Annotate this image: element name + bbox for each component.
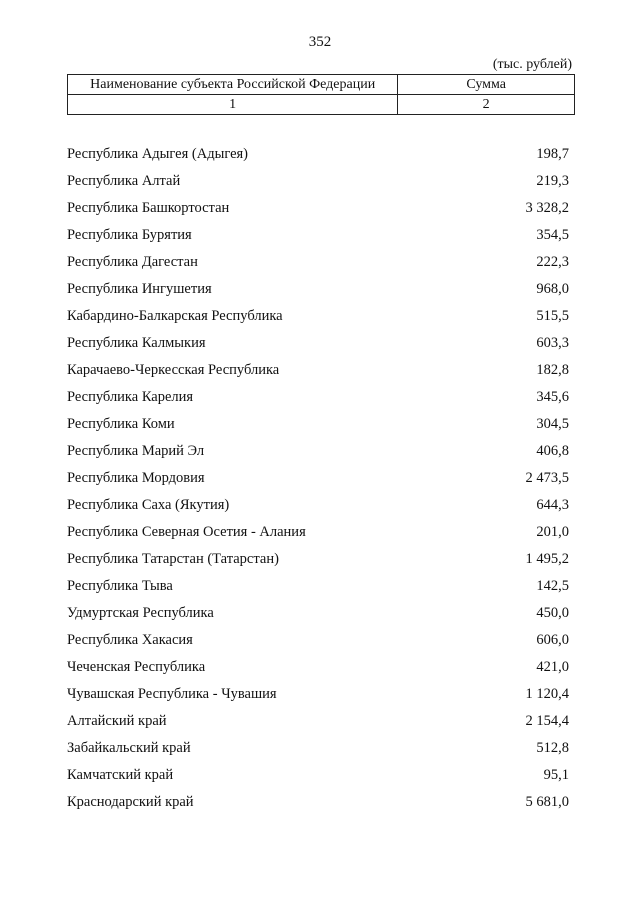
table-row — [67, 575, 569, 602]
header-number-row — [68, 95, 575, 115]
subject-sum: 142,5 — [536, 578, 569, 594]
subject-name: Республика Саха (Якутия) — [67, 497, 230, 513]
subject-sum: 2 154,4 — [525, 713, 569, 729]
table-row — [67, 440, 569, 467]
column-number-name: 1 — [68, 95, 398, 115]
subject-name: Республика Бурятия — [67, 227, 192, 243]
subject-sum: 95,1 — [543, 767, 569, 783]
subject-sum: 515,5 — [536, 308, 569, 324]
subject-sum: 198,7 — [536, 146, 569, 162]
subject-name: Республика Коми — [67, 416, 175, 432]
subject-name: Чувашская Республика - Чувашия — [67, 686, 277, 702]
subject-name: Алтайский край — [67, 713, 167, 729]
column-number-sum: 2 — [398, 95, 575, 115]
subject-sum: 345,6 — [536, 389, 569, 405]
table-row — [67, 467, 569, 494]
subject-name: Республика Карелия — [67, 389, 194, 405]
subject-sum: 304,5 — [536, 416, 569, 432]
subject-sum: 5 681,0 — [525, 794, 569, 810]
subject-name: Забайкальский край — [67, 740, 191, 756]
subject-sum: 421,0 — [536, 659, 569, 675]
table-row — [67, 278, 569, 305]
table-row — [67, 764, 569, 791]
subject-sum: 603,3 — [536, 335, 569, 351]
subject-name: Республика Адыгея (Адыгея) — [67, 146, 249, 162]
table-row — [67, 251, 569, 278]
subject-sum: 406,8 — [536, 443, 569, 459]
subject-sum: 354,5 — [536, 227, 569, 243]
subject-sum: 606,0 — [536, 632, 569, 648]
table-row — [67, 143, 569, 170]
subject-sum: 450,0 — [536, 605, 569, 621]
subject-sum: 219,3 — [536, 173, 569, 189]
subject-sum: 968,0 — [536, 281, 569, 297]
table-row — [67, 737, 569, 764]
subject-name: Карачаево-Черкесская Республика — [67, 362, 280, 378]
table-row — [67, 494, 569, 521]
column-header-sum: Сумма — [398, 75, 575, 95]
subject-sum: 1 120,4 — [525, 686, 569, 702]
table-row — [67, 521, 569, 548]
subject-name: Республика Калмыкия — [67, 335, 206, 351]
units-label: (тыс. рублей) — [492, 57, 572, 72]
subject-sum: 222,3 — [536, 254, 569, 270]
table-row — [67, 359, 569, 386]
table-row — [67, 332, 569, 359]
subject-name: Республика Хакасия — [67, 632, 193, 648]
subject-name: Республика Марий Эл — [67, 443, 205, 459]
table-row — [67, 386, 569, 413]
table-body — [67, 143, 569, 818]
page-number: 352 — [308, 34, 332, 50]
table-row — [67, 656, 569, 683]
table-row — [67, 305, 569, 332]
table-row — [67, 197, 569, 224]
table-row — [67, 791, 569, 818]
table-row — [67, 224, 569, 251]
subject-sum: 2 473,5 — [525, 470, 569, 486]
subject-name: Республика Башкортостан — [67, 200, 230, 216]
table-row — [67, 629, 569, 656]
subject-name: Удмуртская Республика — [67, 605, 214, 621]
subject-name: Кабардино-Балкарская Республика — [67, 308, 283, 324]
subject-name: Республика Дагестан — [67, 254, 198, 270]
subject-sum: 182,8 — [536, 362, 569, 378]
subject-name: Чеченская Республика — [67, 659, 206, 675]
subject-name: Республика Ингушетия — [67, 281, 212, 297]
subject-sum: 512,8 — [536, 740, 569, 756]
subject-name: Краснодарский край — [67, 794, 194, 810]
table-row — [67, 413, 569, 440]
subject-name: Республика Татарстан (Татарстан) — [67, 551, 279, 567]
subject-sum: 201,0 — [536, 524, 569, 540]
subject-sum: 644,3 — [536, 497, 569, 513]
table-row — [67, 710, 569, 737]
table-header — [67, 74, 575, 115]
subject-name: Камчатский край — [67, 767, 174, 783]
subject-name: Республика Тыва — [67, 578, 173, 594]
subject-name: Республика Северная Осетия - Алания — [67, 524, 306, 540]
subject-name: Республика Алтай — [67, 173, 181, 189]
table-row — [67, 602, 569, 629]
subject-name: Республика Мордовия — [67, 470, 205, 486]
subject-sum: 1 495,2 — [525, 551, 569, 567]
table-row — [67, 683, 569, 710]
table-row — [67, 548, 569, 575]
table-row — [67, 170, 569, 197]
column-header-name: Наименование субъекта Российской Федерации — [68, 75, 398, 95]
subject-sum: 3 328,2 — [525, 200, 569, 216]
header-row — [68, 75, 575, 95]
